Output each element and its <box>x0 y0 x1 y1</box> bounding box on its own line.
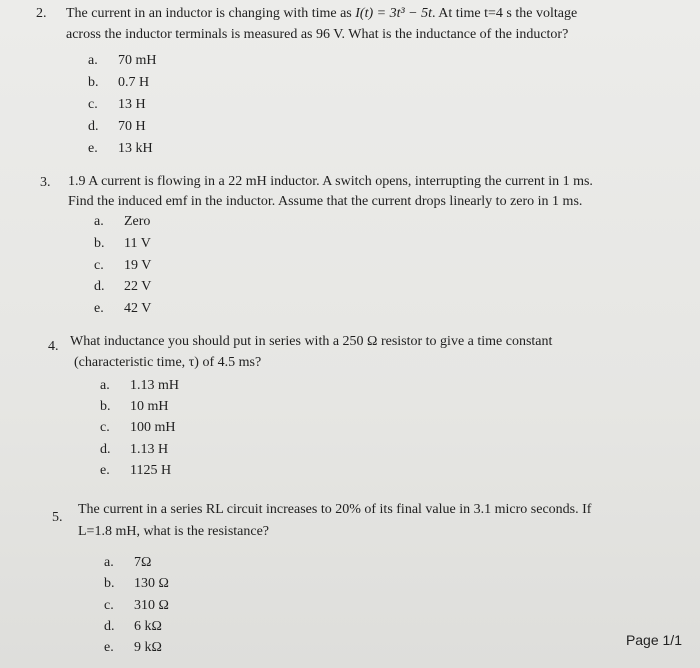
option-letter: b. <box>88 75 99 90</box>
option-e <box>94 301 151 317</box>
formula: I(t) = 3t³ − 5t <box>355 6 433 21</box>
option-text: 6 kΩ <box>134 619 162 634</box>
option-text: 22 V <box>124 279 152 294</box>
option-letter: e. <box>88 141 98 156</box>
option-text: 100 mH <box>130 420 176 435</box>
option-text: 13 H <box>118 97 146 112</box>
option-text: 10 mH <box>130 399 169 414</box>
option-text: 0.7 H <box>118 75 150 90</box>
option-letter: c. <box>94 258 104 273</box>
question-text-line-2: L=1.8 mH, what is the resistance? <box>78 524 270 539</box>
option-text: 9 kΩ <box>134 640 162 655</box>
option-text: 310 Ω <box>134 598 169 613</box>
option-letter: d. <box>104 619 115 634</box>
question-text-line-2: Find the induced emf in the inductor. Assume that the current drops linearly to zero in 1 ms. <box>68 194 583 209</box>
option-d <box>94 279 151 295</box>
option-letter: a. <box>88 53 98 68</box>
option-letter: a. <box>104 555 114 570</box>
option-c <box>100 420 176 436</box>
question-text-line-1: The current in a series RL circuit increases to 20% of its final value in 3.1 micro seconds. If <box>78 502 592 517</box>
option-a <box>104 555 151 571</box>
option-letter: b. <box>94 236 105 251</box>
option-a <box>94 214 150 230</box>
option-e <box>100 463 171 479</box>
option-a <box>100 378 179 394</box>
option-letter: e. <box>104 640 114 655</box>
option-text: 11 V <box>124 236 151 251</box>
question-number: 5. <box>52 510 63 525</box>
option-letter: d. <box>88 119 99 134</box>
option-letter: c. <box>104 598 114 613</box>
option-letter: d. <box>100 442 111 457</box>
option-text: 1125 H <box>130 463 172 478</box>
option-letter: e. <box>100 463 110 478</box>
question-text: . At time t=4 s the voltage <box>432 6 578 21</box>
option-a <box>88 53 157 69</box>
page-number: Page 1/1 <box>625 632 682 648</box>
question-number: 2. <box>36 6 47 21</box>
option-c <box>104 598 169 614</box>
option-b <box>104 576 169 592</box>
option-d <box>88 119 146 135</box>
option-text: 1.13 mH <box>130 378 179 393</box>
question-text-line-2: (characteristic time, τ) of 4.5 ms? <box>74 355 262 370</box>
option-text: 70 H <box>118 119 146 134</box>
option-text: 19 V <box>124 258 152 273</box>
option-e <box>88 141 153 157</box>
option-letter: d. <box>94 279 105 294</box>
option-c <box>88 97 146 113</box>
option-b <box>100 399 169 415</box>
option-text: 70 mH <box>118 53 157 68</box>
option-c <box>94 258 151 274</box>
option-text: 42 V <box>124 301 152 316</box>
option-letter: a. <box>100 378 110 393</box>
option-text: 13 kH <box>118 141 153 156</box>
option-letter: b. <box>100 399 111 414</box>
option-text: 1.13 H <box>130 442 169 457</box>
question-text-line-1 <box>66 6 577 22</box>
option-letter: c. <box>88 97 98 112</box>
question-number: 3. <box>40 175 51 190</box>
option-text: 130 Ω <box>134 576 169 591</box>
option-text: 7Ω <box>134 555 152 570</box>
option-d <box>104 619 162 635</box>
option-text: Zero <box>124 214 151 229</box>
option-letter: b. <box>104 576 115 591</box>
option-e <box>104 640 162 656</box>
option-b <box>88 75 149 91</box>
option-b <box>94 236 151 252</box>
question-text: The current in an inductor is changing with time as <box>66 6 356 21</box>
option-d <box>100 442 168 458</box>
question-text-line-1: What inductance you should put in series with a 250 Ω resistor to give a time constant <box>70 334 553 349</box>
question-text-line-2: across the inductor terminals is measured as 96 V. What is the inductance of the inductor? <box>66 27 569 42</box>
option-letter: a. <box>94 214 104 229</box>
option-letter: c. <box>100 420 110 435</box>
option-letter: e. <box>94 301 104 316</box>
question-text-line-1: 1.9 A current is flowing in a 22 mH inductor. A switch opens, interrupting the current in 1 ms. <box>68 174 593 189</box>
question-number: 4. <box>48 339 59 354</box>
